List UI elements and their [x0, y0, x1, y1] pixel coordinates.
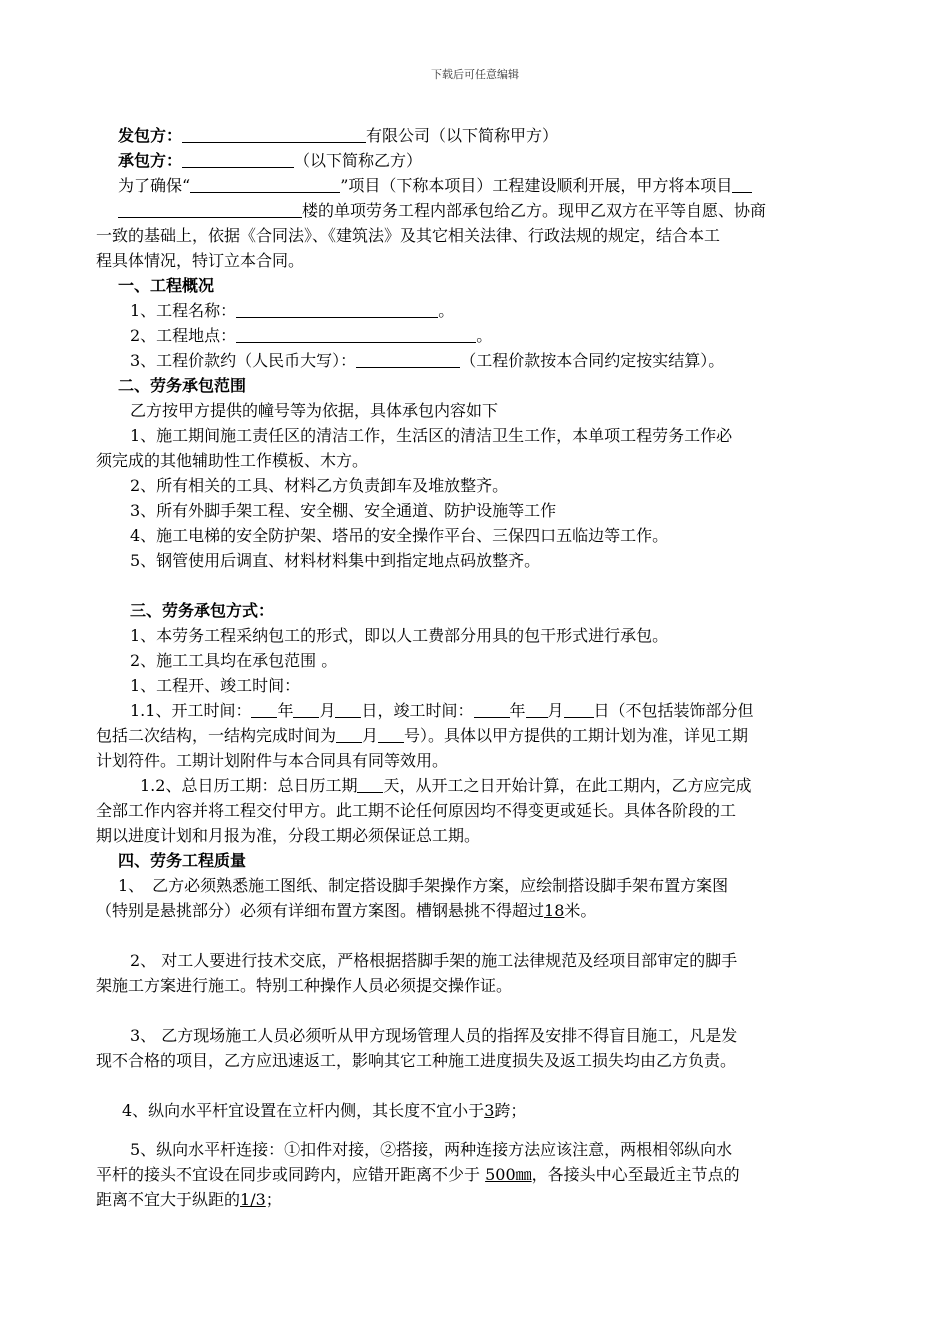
intro-line-1: [118, 174, 858, 198]
s4-q5b: [96, 1163, 858, 1187]
s3-item-3: 1、工程开、竣工时间：: [130, 676, 301, 695]
s4-q2a: 2、 对工人要进行技术交底，严格根据搭脚手架的施工法律规范及经项目部审定的脚手: [130, 951, 738, 970]
s4-q5b-tail: ，各接头中心至最近主节点的: [531, 1165, 740, 1184]
s3-time-tail: 日（不包括装饰部分但: [593, 701, 754, 720]
blank-field[interactable]: [378, 726, 404, 743]
s4-q1a: 1、 乙方必须熟悉施工图纸、制定搭设脚手架操作方案，应绘制搭设脚手架布置方案图: [118, 876, 729, 895]
s4-q4-text: 4、纵向水平杆宜设置在立杆内侧，其长度不宜小于: [122, 1101, 485, 1120]
blank-field[interactable]: [474, 701, 510, 718]
blank-field[interactable]: [564, 701, 594, 718]
s1-name-label: 1、工程名称：: [130, 301, 237, 320]
s2-lead: 乙方按甲方提供的幢号等为依据，具体承包内容如下: [130, 401, 499, 420]
s3-struct-label: 包括二次结构，一结构完成时间为: [96, 726, 337, 745]
s1-price-label: 3、工程价款约（人民币大写）：: [130, 351, 357, 370]
blank-field[interactable]: [335, 701, 361, 718]
party-cheng-line: [118, 149, 858, 173]
s1-dot: 。: [438, 301, 455, 320]
s2-item-2: 2、所有相关的工具、材料乙方负责卸车及堆放整齐。: [130, 476, 509, 495]
s3-end-label: 日，竣工时间：: [361, 701, 474, 720]
s4-q3a: 3、 乙方现场施工人员必须听从甲方现场管理人员的指挥及安排不得盲目施工，凡是发: [130, 1026, 738, 1045]
s4-q4: [122, 1099, 858, 1123]
party-fa-suffix: 有限公司（以下简称甲方）: [366, 126, 559, 145]
s4-q1b: [96, 899, 858, 923]
s4-q5b-text: 平杆的接头不宜设在同步或同跨内，应错开距离不少于: [96, 1165, 486, 1184]
blank-field[interactable]: [190, 176, 340, 193]
party-cheng-label: 承包方：: [118, 151, 183, 170]
s1-site-line: [130, 324, 858, 348]
s3-item-1: 1、本劳务工程采纳包工的形式，即以人工费部分用具的包干形式进行承包。: [130, 626, 669, 645]
s1-price-note: （工程价款按本合同约定按实结算）。: [460, 351, 725, 370]
s3-time-2a: [140, 774, 858, 798]
s4-q1b-text: （特别是悬挑部分）必须有详细布置方案图。槽钢悬挑不得超过: [96, 901, 545, 920]
s3-item-2: 2、施工工具均在承包范围 。: [130, 651, 338, 670]
blank-field[interactable]: [182, 151, 294, 168]
month-label: 月: [362, 726, 379, 745]
s1-name-line: [130, 299, 858, 323]
blank-field[interactable]: [357, 776, 383, 793]
month-label: 月: [547, 701, 564, 720]
intro-line-4: 程具体情况，特订立本合同。: [96, 251, 305, 270]
s4-q5c-tail: ；: [265, 1190, 282, 1209]
blank-field[interactable]: [336, 726, 362, 743]
party-cheng-suffix: （以下简称乙方）: [294, 151, 423, 170]
s2-item-1b: 须完成的其他辅助性工作模板、木方。: [96, 451, 369, 470]
s1-site-label: 2、工程地点：: [130, 326, 237, 345]
s4-q1b-unit: 米。: [564, 901, 597, 920]
s4-q5b-value: 500㎜: [485, 1165, 532, 1184]
s4-q1b-value: 18: [544, 901, 565, 920]
s4-q4-unit: 跨；: [494, 1101, 527, 1120]
s2-item-1a: 1、施工期间施工责任区的清洁工作，生活区的清洁卫生工作，本单项工程劳务工作必: [130, 426, 733, 445]
section-3-title: 三、劳务承包方式：: [130, 601, 275, 620]
party-fa-label: 发包方：: [118, 126, 183, 145]
s3-struct-tail: 号）。具体以甲方提供的工期计划为准，详见工期: [404, 726, 749, 745]
year-label: 年: [277, 701, 294, 720]
s3-start-label: 1.1、开工时间：: [130, 701, 252, 720]
intro-line-2: [118, 199, 858, 223]
s3-time-2c: 期以进度计划和月报为准，分段工期必须保证总工期。: [96, 826, 481, 845]
s3-time-1b: [96, 724, 858, 748]
intro-text: 楼的单项劳务工程内部承包给乙方。现甲乙双方在平等自愿、协商: [302, 201, 767, 220]
page-header: 下载后可任意编辑: [431, 68, 519, 81]
s2-item-3: 3、所有外脚手架工程、安全棚、安全通道、防护设施等工作: [130, 501, 557, 520]
s4-q5c-value: 1/3: [240, 1190, 266, 1209]
section-2-title: 二、劳务承包范围: [118, 376, 247, 395]
blank-field[interactable]: [732, 176, 752, 193]
s2-item-5: 5、钢管使用后调直、材料材料集中到指定地点码放整齐。: [130, 551, 541, 570]
s4-q5a: 5、纵向水平杆连接：①扣件对接，②搭接，两种连接方法应该注意，两根相邻纵向水: [130, 1140, 733, 1159]
blank-field[interactable]: [251, 701, 277, 718]
blank-field[interactable]: [118, 201, 302, 218]
s4-q3b: 现不合格的项目，乙方应迅速返工，影响其它工种施工进度损失及返工损失均由乙方负责。: [96, 1051, 737, 1070]
s3-time-2b: 全部工作内容并将工程交付甲方。此工期不论任何原因均不得变更或延长。具体各阶段的工: [96, 801, 737, 820]
s4-q4-value: 3: [484, 1101, 495, 1120]
s3-duration-label: 1.2、总日历工期：总日历工期: [140, 776, 358, 795]
year-label: 年: [509, 701, 526, 720]
blank-field[interactable]: [526, 701, 548, 718]
intro-text: 为了确保“: [118, 176, 191, 195]
s1-price-line: [130, 349, 858, 373]
s3-duration-text: 天，从开工之日开始计算，在此工期内，乙方应完成: [383, 776, 752, 795]
blank-field[interactable]: [356, 351, 460, 368]
blank-field[interactable]: [236, 301, 438, 318]
blank-field[interactable]: [182, 126, 366, 143]
blank-field[interactable]: [293, 701, 319, 718]
s4-q5c-text: 距离不宜大于纵距的: [96, 1190, 241, 1209]
s1-dot: 。: [476, 326, 493, 345]
intro-line-3: 一致的基础上，依据《合同法》、《建筑法》及其它相关法律、行政法规的规定，结合本工: [96, 226, 721, 245]
month-label: 月: [319, 701, 336, 720]
s4-q2b: 架施工方案进行施工。特别工种操作人员必须提交操作证。: [96, 976, 513, 995]
s3-time-1c: 计划符件。工期计划附件与本合同具有同等效用。: [96, 751, 449, 770]
s2-item-4: 4、施工电梯的安全防护架、塔吊的安全操作平台、三保四口五临边等工作。: [130, 526, 669, 545]
intro-text: ”项目（下称本项目）工程建设顺利开展，甲方将本项目: [340, 176, 733, 195]
section-4-title: 四、劳务工程质量: [118, 851, 247, 870]
s3-time-1: [130, 699, 858, 723]
blank-field[interactable]: [236, 326, 476, 343]
section-1-title: 一、工程概况: [118, 276, 215, 295]
party-fa-line: [118, 124, 858, 148]
s4-q5c: [96, 1188, 858, 1212]
